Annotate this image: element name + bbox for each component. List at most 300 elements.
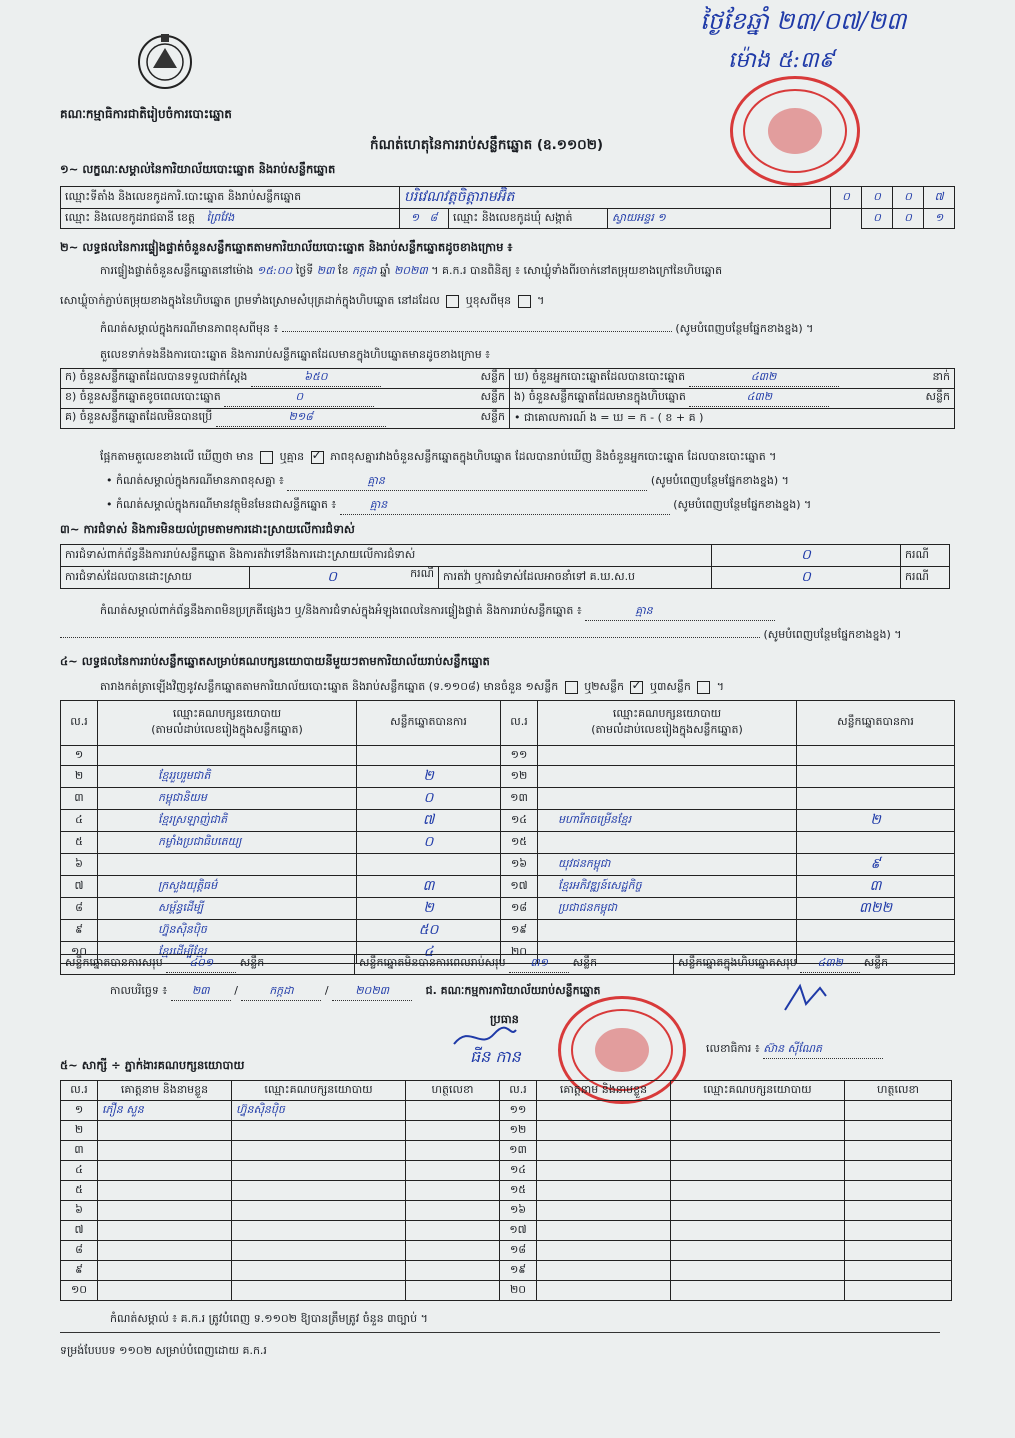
commune-code-digit: ១	[924, 209, 955, 229]
same-checkbox[interactable]	[446, 295, 459, 308]
witness-no: ២០	[500, 1281, 537, 1301]
witness-no: ១៧	[500, 1221, 537, 1241]
result-votes: ០	[357, 832, 501, 854]
total-box-cell	[674, 955, 955, 975]
text: ផ្អែកតាមតួលេខខាងលើ ឃើញថា មាន	[100, 450, 254, 463]
col-votes: សន្លឹកឆ្នោតបានការ	[357, 701, 501, 746]
irregularity-field[interactable]	[585, 604, 775, 621]
result-party	[538, 746, 797, 766]
text: គ) ចំនួនសន្លឹកឆ្នោតដែលមិនបានប្រើ	[65, 410, 213, 423]
note3-field[interactable]	[340, 498, 670, 515]
one-sheet-checkbox[interactable]	[565, 681, 578, 694]
witness-no: ២	[61, 1121, 98, 1141]
seal-check-line: សោឃ្លុំចាក់ភ្ជាប់តម្រុយខាងក្នុងនៃហិបឆ្នោត ព្រមទាំងស្រោមសំបុត្រដាក់ក្នុងហិបឆ្នោត នៅដដែល ឬខុសពីមុន ។	[60, 294, 545, 307]
witness-signature[interactable]	[845, 1221, 952, 1241]
table-row	[61, 1121, 952, 1141]
result-no: ៧	[61, 876, 98, 898]
witness-signature[interactable]	[845, 1121, 952, 1141]
witness-party[interactable]	[671, 1201, 845, 1221]
text: ខ) ចំនួនសន្លឹកឆ្នោតខូចពេលបោះឆ្នោត	[65, 390, 221, 403]
note3-line	[106, 498, 811, 515]
result-party: ក្រសួងយុត្តិធម៌	[98, 876, 357, 898]
resolved-label: ការជំទាស់ដែលបានដោះស្រាយ	[61, 567, 250, 589]
witness-party	[232, 1281, 406, 1301]
witness-signature[interactable]	[845, 1281, 952, 1301]
objection-label: ការជំទាស់ពាក់ព័ន្ធនឹងការរាប់សន្លឹកឆ្នោត និងការតវ៉ាទៅនឹងការដោះស្រាយលើការជំទាស់	[61, 545, 712, 567]
table-row	[61, 832, 955, 854]
col-no: ល.រ	[61, 1081, 98, 1101]
station-code-digit: ០	[862, 187, 893, 209]
witness-signature[interactable]	[845, 1181, 952, 1201]
text: សោឃ្លុំចាក់ភ្ជាប់តម្រុយខាងក្នុងនៃហិបឆ្នោត ព្រមទាំងស្រោមសំបុត្រដាក់ក្នុងហិបឆ្នោត នៅដដែល	[60, 294, 440, 307]
witness-name[interactable]	[537, 1101, 671, 1121]
text: ការផ្ទៀងផ្ទាត់ចំនួនសន្លឹកឆ្នោតនៅម៉ោង	[100, 264, 254, 277]
witness-table	[60, 1080, 952, 1301]
result-party	[538, 788, 797, 810]
sign-year: ២០២៣	[332, 984, 412, 1001]
result-no: ៤	[61, 810, 98, 832]
chair-signature	[450, 1024, 520, 1054]
nec-emblem-icon	[135, 30, 195, 92]
chair-label: ប្រធាន	[490, 1012, 519, 1026]
result-party: ប្រជាជនកម្ពុជា	[538, 898, 797, 920]
witness-no: ១	[61, 1101, 98, 1121]
witness-name[interactable]	[537, 1201, 671, 1221]
result-votes	[797, 920, 955, 942]
ballot-figures-table	[60, 368, 955, 429]
result-votes: ០	[357, 788, 501, 810]
resolved-count	[250, 567, 439, 589]
result-party: ខ្មែររួបរួមជាតិ	[98, 766, 357, 788]
result-votes	[797, 766, 955, 788]
text: ថ្ងៃទី	[295, 264, 314, 277]
note2-value: គ្មាន	[367, 474, 385, 487]
col-no: ល.រ	[500, 1081, 537, 1101]
figure-label	[510, 389, 955, 409]
witness-no: ៦	[61, 1201, 98, 1221]
witness-name[interactable]	[537, 1281, 671, 1301]
results-totals	[60, 954, 955, 975]
col-party-label: ឈ្មោះគណបក្សនយោបាយ	[612, 707, 722, 720]
note2-field[interactable]	[287, 474, 647, 491]
witness-party	[232, 1201, 406, 1221]
irregularity-value: គ្មាន	[635, 604, 653, 617]
unit: សន្លឹក	[480, 370, 505, 383]
witness-party[interactable]	[671, 1141, 845, 1161]
footnote: កំណត់សម្គាល់ ៖ គ.ក.រ ត្រូវបំពេញ ទ.១១០២ ឱ្យបានត្រឹមត្រូវ ចំនួន ៣ច្បាប់ ។	[110, 1312, 428, 1325]
witness-signature[interactable]	[406, 1201, 500, 1221]
col-sign: ហត្ថលេខា	[845, 1081, 952, 1101]
text: ឬខុសពីមុន	[465, 294, 512, 307]
table-row	[61, 1261, 952, 1281]
witness-no: ១៣	[500, 1141, 537, 1161]
witness-signature[interactable]	[845, 1261, 952, 1281]
witness-party[interactable]	[671, 1101, 845, 1121]
witness-party	[232, 1241, 406, 1261]
text: សន្លឹកឆ្នោតក្នុងហិបឆ្នោតសរុប	[678, 956, 797, 969]
unit: សន្លឹក	[572, 956, 598, 969]
witness-name	[98, 1161, 232, 1181]
witness-no: ១២	[500, 1121, 537, 1141]
voters-count: ៤៣២	[689, 370, 839, 387]
result-no: ៨	[61, 898, 98, 920]
unit: ករណី	[901, 545, 950, 567]
resolved-value: ០	[327, 569, 337, 585]
result-no: ៣	[61, 788, 98, 810]
witness-name[interactable]	[537, 1181, 671, 1201]
figures-intro: តួលេខទាក់ទងនឹងការបោះឆ្នោត និងការរាប់សន្លឹកឆ្នោតដែលមានក្នុងហិបឆ្នោតមានដូចខាងក្រោម ៖	[100, 348, 491, 361]
unit: នាក់	[932, 370, 950, 383]
witness-signature[interactable]	[845, 1201, 952, 1221]
result-party: ហ្វ៊ុនស៊ិនប៉ិច	[98, 920, 357, 942]
witness-name[interactable]	[537, 1261, 671, 1281]
total-valid-cell	[61, 955, 355, 975]
province-code-digit: ៨	[429, 210, 438, 224]
objections-table	[60, 544, 950, 589]
text: តារាងកត់ត្រាឡើងវិញនូវសន្លឹកឆ្នោតតាមការិយាល័យបោះឆ្នោត និងរាប់សន្លឹកឆ្នោត (ទ.១១០៨) មានចំនួន ១សន្លឹក	[100, 680, 559, 693]
witness-no: ៣	[61, 1141, 98, 1161]
appeal-label: ការតវ៉ា ឬការជំទាស់ដែលអាចនាំទៅ គ.ឃ.ស.ប	[439, 567, 712, 589]
witness-party[interactable]	[671, 1261, 845, 1281]
table-row	[61, 876, 955, 898]
note2-line	[106, 474, 789, 491]
result-no: ៥	[61, 832, 98, 854]
witness-signature[interactable]	[406, 1141, 500, 1161]
text: កាលបរិច្ឆេទ ៖	[110, 984, 168, 997]
signature-mark	[780, 982, 830, 1018]
witness-signature[interactable]	[406, 1221, 500, 1241]
section5-heading: ៥~ សាក្សី ÷ ភ្នាក់ងារគណបក្សនយោបាយ	[60, 1058, 245, 1072]
unused-ballots: ២១៨	[216, 410, 386, 427]
result-votes	[797, 746, 955, 766]
received-ballots: ៦៥០	[251, 370, 381, 387]
note1-field[interactable]	[282, 331, 672, 332]
fill-note: (សូមបំពេញបន្ថែមផ្នែកខាងខ្នង) ។	[650, 474, 789, 487]
result-party: កម្ពុជានិយម	[98, 788, 357, 810]
figure-label	[510, 369, 955, 389]
text: ក) ចំនួនសន្លឹកឆ្នោតដែលបានទទួលជាក់ស្តែង	[65, 370, 248, 383]
witness-party[interactable]	[671, 1121, 845, 1141]
witness-name[interactable]	[537, 1221, 671, 1241]
result-votes: ៣	[797, 876, 955, 898]
result-no: ១១	[501, 746, 538, 766]
witness-name	[98, 1121, 232, 1141]
total-box: ៤៣២	[800, 956, 860, 973]
check-time: ១៥:០០	[256, 264, 293, 277]
official-seal-top	[730, 76, 860, 186]
witness-signature[interactable]	[845, 1161, 952, 1181]
result-no: ១៤	[501, 810, 538, 832]
check-day: ២៣	[316, 264, 335, 277]
appeal-count: ០	[712, 567, 901, 589]
province-code-digit: ១	[410, 210, 420, 224]
witness-party[interactable]	[671, 1161, 845, 1181]
witness-signature[interactable]	[406, 1121, 500, 1141]
sign-day: ២៣	[171, 984, 231, 1001]
figure-label	[61, 409, 510, 429]
irregularity-note	[100, 604, 775, 621]
text: ខែ	[338, 264, 349, 277]
witness-party[interactable]	[671, 1241, 845, 1261]
witness-no: ៩	[61, 1261, 98, 1281]
witness-signature[interactable]	[406, 1241, 500, 1261]
result-party: ខ្មែរស្រឡាញ់ជាតិ	[98, 810, 357, 832]
text: ឬគ្មាន	[279, 450, 305, 463]
section3-heading: ៣~ ការជំទាស់ និងការមិនយល់ព្រមតាមការដោះស្រាយលើការជំទាស់	[60, 522, 355, 536]
witness-no: ១៤	[500, 1161, 537, 1181]
commune-name: ស្វាយអន្ទរ ១	[608, 209, 831, 229]
province-name: ព្រៃវែង	[206, 210, 235, 224]
signing-date-line: កាលបរិច្ឆេទ ៖ ២៣ / កក្កដា / ២០២៣ ជ. គណៈកម្មការការិយាល័យរាប់សន្លឹកឆ្នោត	[110, 984, 601, 1001]
result-party: ខ្មែរអភិវឌ្ឍន៍សេដ្ឋកិច្ច	[538, 876, 797, 898]
result-votes: ២	[797, 810, 955, 832]
witness-party[interactable]	[671, 1221, 845, 1241]
irregularity-continue	[60, 628, 902, 644]
committee-name: គណៈកម្មាធិការជាតិរៀបចំការបោះឆ្នោត	[60, 107, 232, 121]
witness-party	[232, 1181, 406, 1201]
results-header-row	[61, 701, 955, 746]
different-checkbox[interactable]	[518, 295, 531, 308]
witness-signature[interactable]	[845, 1141, 952, 1161]
station-code-digit: ០	[831, 187, 862, 209]
station-table	[60, 186, 955, 229]
result-party: ខ្មែរដើម្បីខ្មែរ	[98, 942, 357, 964]
text: ង) ចំនួនសន្លឹកឆ្នោតដែលមានក្នុងហិបឆ្នោត	[514, 390, 686, 403]
commune-code-digit: ០	[862, 209, 893, 229]
result-votes: ៧	[357, 810, 501, 832]
result-votes: ៣	[357, 876, 501, 898]
text: ។ គ.ក.រ បានពិនិត្យ ៖ សោឃ្លុំទាំងពីរចាក់នៅតម្រុយខាងក្រៅនៃហិបឆ្នោត	[431, 264, 723, 277]
result-no: ១៨	[501, 898, 538, 920]
result-votes	[357, 746, 501, 766]
figure-label	[61, 369, 510, 389]
result-no: ១៦	[501, 854, 538, 876]
witness-no: ១១	[500, 1101, 537, 1121]
table-row	[61, 1101, 952, 1121]
irregularity-label: កំណត់សម្គាល់ពាក់ព័ន្ធនឹងភាពមិនប្រក្រតីផ្សេងៗ ឬ/និងការជំទាស់ក្នុងអំឡុងពេលនៃការផ្ទៀងផ្ទាត់ និងការរាប់សន្លឹកឆ្នោត ៖	[100, 604, 582, 617]
text: សន្លឹកឆ្នោតមិនបានការពេលរាប់សរុប	[359, 956, 506, 969]
commune-label: ឈ្មោះ និងលេខកូដឃុំ សង្កាត់	[449, 209, 608, 229]
table-row	[61, 898, 955, 920]
three-sheets-checkbox[interactable]	[697, 681, 710, 694]
witness-name[interactable]	[537, 1141, 671, 1161]
table-row	[61, 1221, 952, 1241]
unit: ករណី	[410, 567, 434, 580]
result-party	[98, 746, 357, 766]
table-row	[61, 1281, 952, 1301]
col-name: គោត្តនាម និងនាមខ្លួន	[537, 1081, 671, 1101]
text: ឬ៣សន្លឹក	[649, 680, 691, 693]
witness-signature[interactable]	[845, 1101, 952, 1121]
total-valid: ៤០១	[166, 956, 236, 973]
unit: សន្លឹក	[480, 410, 505, 423]
formula: • ជាគោលការណ៍ ង = ឃ = ក - ( ខ + គ )	[510, 409, 955, 429]
witness-party	[232, 1121, 406, 1141]
witness-no: ៨	[61, 1241, 98, 1261]
table-row	[61, 1241, 952, 1261]
unit: សន្លឹក	[239, 956, 265, 969]
witness-no: ១៩	[500, 1261, 537, 1281]
page-title: កំណត់ហេតុនៃការរាប់សន្លឹកឆ្នោត (ឧ.១១០២)	[370, 137, 604, 153]
result-no: ១៥	[501, 832, 538, 854]
table-row	[61, 409, 955, 429]
witness-signature[interactable]	[845, 1241, 952, 1261]
result-votes: ២	[357, 898, 501, 920]
unit: ករណី	[901, 567, 950, 589]
result-party: សម្ព័ន្ធដើម្បី	[98, 898, 357, 920]
total-invalid-cell	[355, 955, 674, 975]
col-no: ល.រ	[501, 701, 538, 746]
witness-signature[interactable]	[406, 1261, 500, 1281]
result-votes: ៣២២	[797, 898, 955, 920]
col-party-sub: (តាមលំដាប់លេខរៀងក្នុងសន្លឹកឆ្នោត)	[591, 723, 743, 736]
fill-note: (សូមបំពេញបន្ថែមផ្នែកខាងខ្នង) ។	[675, 322, 814, 335]
witness-name	[98, 1241, 232, 1261]
check-time-line	[100, 264, 722, 280]
note3-label: • កំណត់សម្គាល់ក្នុងករណីមានវត្ថុមិនមែនជាសន្លឹកឆ្នោត ៖	[106, 498, 337, 511]
result-votes	[797, 788, 955, 810]
witness-party[interactable]	[671, 1181, 845, 1201]
handwritten-date: ថ្ងៃខែឆ្នាំ ២៣/០៧/២៣	[700, 7, 907, 35]
text: ឆ្នាំ	[379, 264, 391, 277]
unit: សន្លឹក	[925, 390, 950, 403]
table-row	[61, 369, 955, 389]
table-row	[61, 810, 955, 832]
secretary-label: លេខាធិការ ៖	[706, 1042, 760, 1055]
table-row	[61, 920, 955, 942]
form-footer: ទម្រង់បែបបទ ១១០២ សម្រាប់បំពេញដោយ គ.ក.រ	[60, 1344, 267, 1357]
note2-label: • កំណត់សម្គាល់ក្នុងករណីមានភាពខុសគ្នា ៖	[106, 474, 284, 487]
result-votes	[357, 854, 501, 876]
table-row	[61, 766, 955, 788]
witness-no: ១៨	[500, 1241, 537, 1261]
two-sheets-checkbox[interactable]	[630, 681, 643, 694]
fill-note: (សូមបំពេញបន្ថែមផ្នែកខាងខ្នង) ។	[763, 628, 902, 641]
secretary-line	[706, 1042, 883, 1059]
witness-name[interactable]	[537, 1161, 671, 1181]
section1-heading: ១~ លក្ខណៈសម្គាល់នៃការិយាល័យបោះឆ្នោត និងរាប់សន្លឹកឆ្នោត	[60, 162, 336, 176]
secretary-name: ស៊ាន ស៊ីណែត	[763, 1042, 883, 1059]
result-votes	[797, 832, 955, 854]
result-party: មហារីកចម្រើនខ្មែរ	[538, 810, 797, 832]
witness-party	[232, 1161, 406, 1181]
result-no: ៦	[61, 854, 98, 876]
witness-signature[interactable]	[406, 1101, 500, 1121]
table-row	[61, 1201, 952, 1221]
text: ភាពខុសគ្នារវាងចំនួនសន្លឹកឆ្នោតក្នុងហិបឆ្នោត ដែលបានរាប់ឃើញ និងចំនួនអ្នកបោះឆ្នោត ដែលបានបោះឆ្នោត ។	[330, 450, 777, 463]
result-party	[538, 920, 797, 942]
witness-party	[232, 1221, 406, 1241]
table-row	[61, 955, 955, 975]
station-code-digit: ០	[893, 187, 924, 209]
witness-party[interactable]	[671, 1281, 845, 1301]
sign-month: កក្កដា	[241, 984, 321, 1001]
witness-name[interactable]	[537, 1241, 671, 1261]
text: ឬ២សន្លឹក	[584, 680, 624, 693]
witness-name: ភឿន សួន	[98, 1101, 232, 1121]
result-party	[538, 832, 797, 854]
col-name: គោត្តនាម និងនាមខ្លួន	[98, 1081, 232, 1101]
table-row	[61, 567, 950, 589]
result-no: ២០	[501, 942, 538, 964]
witness-header-row	[61, 1081, 952, 1101]
has-discrepancy-checkbox[interactable]	[260, 451, 273, 464]
witness-name	[98, 1281, 232, 1301]
text: ឃ) ចំនួនអ្នកបោះឆ្នោតដែលបានបោះឆ្នោត	[514, 370, 686, 383]
note1-label: កំណត់សម្គាល់ក្នុងករណីមានភាពខុសពីមុន ៖	[100, 322, 279, 335]
commune-code-digit: ០	[893, 209, 924, 229]
witness-signature[interactable]	[406, 1281, 500, 1301]
province-label-text: ឈ្មោះ និងលេខកូដរាជធានី ខេត្ត	[65, 210, 195, 224]
table-row	[61, 854, 955, 876]
objection-count: ០	[712, 545, 901, 567]
result-votes: ២	[357, 766, 501, 788]
witness-no: ៧	[61, 1221, 98, 1241]
col-no: ល.រ	[61, 701, 98, 746]
table-row	[61, 746, 955, 766]
witness-name[interactable]	[537, 1121, 671, 1141]
unit: សន្លឹក	[863, 956, 889, 969]
witness-no: ៥	[61, 1181, 98, 1201]
col-party-sub: (តាមលំដាប់លេខរៀងក្នុងសន្លឹកឆ្នោត)	[151, 723, 303, 736]
result-no: ១០	[61, 942, 98, 964]
section2-heading: ២~ លទ្ធផលនៃការផ្ទៀងផ្ទាត់ចំនួនសន្លឹកឆ្នោតតាមការិយាល័យបោះឆ្នោត និងរាប់សន្លឹកឆ្នោតដូចខាងក្រោម ៖	[60, 240, 513, 254]
note3-value: គ្មាន	[369, 498, 388, 511]
col-party	[98, 701, 357, 746]
witness-party	[232, 1261, 406, 1281]
witness-signature[interactable]	[406, 1161, 500, 1181]
result-party: កម្លាំងប្រជាធិបតេយ្យ	[98, 832, 357, 854]
result-votes: ៤	[357, 942, 501, 964]
result-party	[538, 766, 797, 788]
witness-name	[98, 1221, 232, 1241]
figure-label	[61, 389, 510, 409]
col-sign: ហត្ថលេខា	[406, 1081, 500, 1101]
result-no: ១៧	[501, 876, 538, 898]
witness-no: ៤	[61, 1161, 98, 1181]
witness-party	[232, 1141, 406, 1161]
witness-no: ១៥	[500, 1181, 537, 1201]
table-row	[61, 1141, 952, 1161]
col-party	[538, 701, 797, 746]
station-label: ឈ្មោះទីតាំង និងលេខកូដការិ.បោះឆ្នោត និងរាប់សន្លឹកឆ្នោត	[61, 187, 400, 209]
result-no: ១៣	[501, 788, 538, 810]
result-party: យុវជនកម្ពុជា	[538, 854, 797, 876]
text: សន្លឹកឆ្នោតបានការសរុប	[65, 956, 163, 969]
result-party	[98, 854, 357, 876]
irregularity-field-2[interactable]	[60, 637, 760, 638]
text: ជ. គណៈកម្មការការិយាល័យរាប់សន្លឹកឆ្នោត	[425, 984, 601, 997]
province-label	[61, 209, 400, 229]
no-discrepancy-checkbox[interactable]	[311, 451, 324, 464]
result-no: ១	[61, 746, 98, 766]
results-table	[60, 700, 955, 964]
section4-heading: ៤~ លទ្ធផលនៃការរាប់សន្លឹកឆ្នោតសម្រាប់គណបក្សនយោបាយនីមួយៗតាមការិយាល័យរាប់សន្លឹកឆ្នោត	[60, 654, 490, 668]
result-no: ១៩	[501, 920, 538, 942]
result-no: ២	[61, 766, 98, 788]
spoiled-ballots: ០	[224, 390, 374, 407]
total-invalid: ៣១	[509, 956, 569, 973]
col-votes: សន្លឹកឆ្នោតបានការ	[797, 701, 955, 746]
witness-signature[interactable]	[406, 1181, 500, 1201]
check-month: កក្កដា	[352, 264, 377, 277]
witness-name	[98, 1201, 232, 1221]
result-no: ៩	[61, 920, 98, 942]
result-no: ១២	[501, 766, 538, 788]
table-row	[61, 1181, 952, 1201]
witness-party: ហ្វ៊ុនស៊ិនប៉ិច	[232, 1101, 406, 1121]
witness-name	[98, 1141, 232, 1161]
